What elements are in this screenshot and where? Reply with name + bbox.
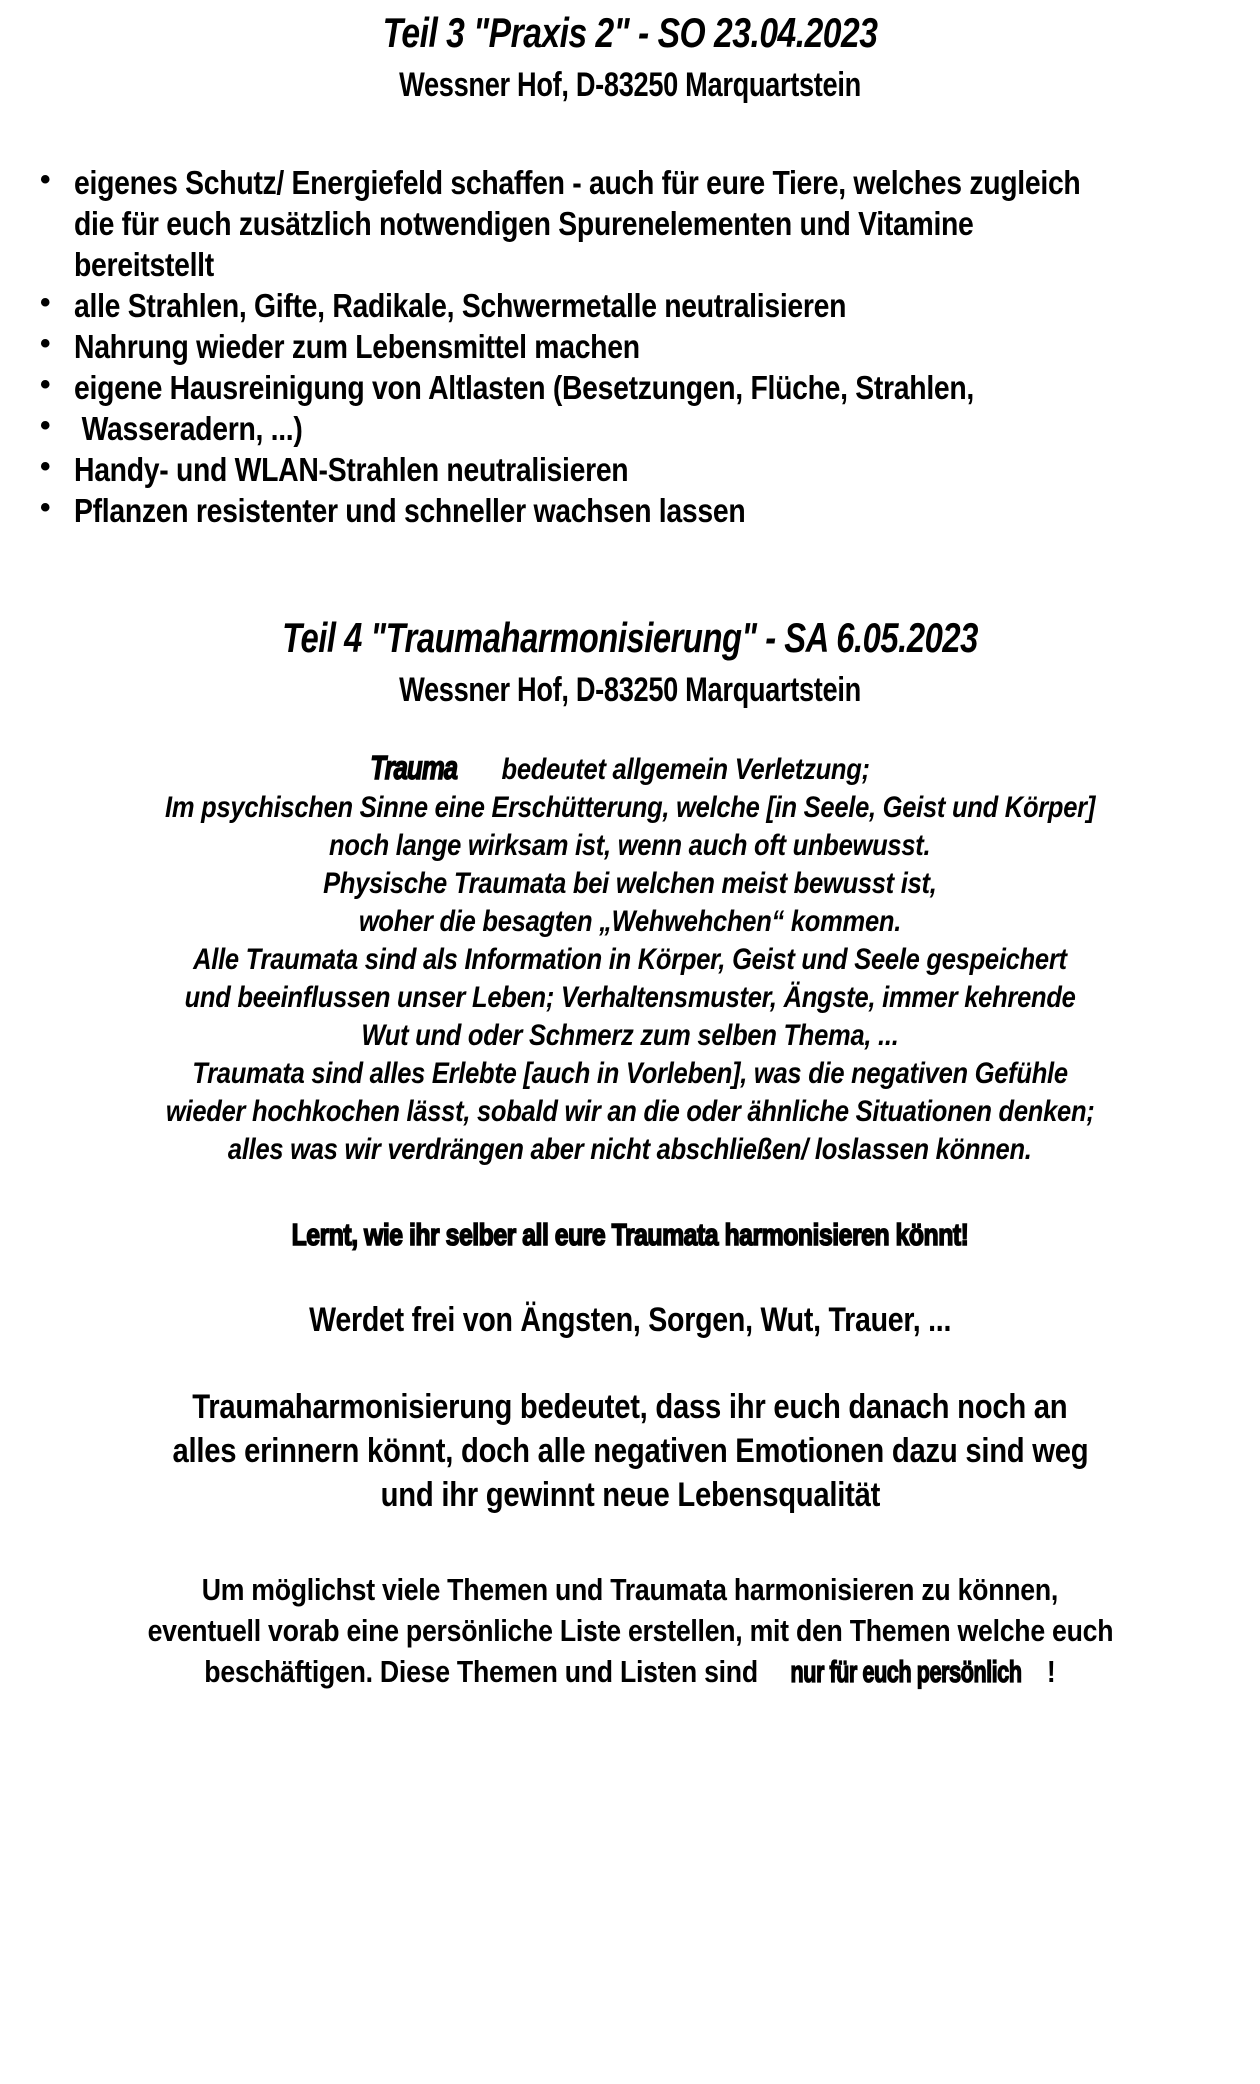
- definition-line: [0, 827, 1260, 865]
- closing-line: [0, 1610, 1260, 1651]
- benefit-line: [0, 1473, 1260, 1517]
- benefit-line: [0, 1385, 1260, 1429]
- definition-line: [0, 1017, 1260, 1055]
- section1-subtitle: Wessner Hof, D-83250 Marquartstein: [399, 66, 861, 104]
- call-to-action-text: Lernt, wie ihr selber all eure Traumata harmonisieren könnt!: [291, 1217, 969, 1252]
- definition-line-text: und beeinflussen unser Leben; Verhaltensmuster, Ängste, immer kehrende: [184, 981, 1076, 1014]
- definition-lead-line: [0, 749, 1260, 789]
- bullet-text: alle Strahlen, Gifte, Radikale, Schwermetalle neutralisieren: [74, 287, 847, 324]
- benefit-line: [0, 1429, 1260, 1473]
- section1-title: Teil 3 "Praxis 2" - SO 23.04.2023: [382, 9, 878, 56]
- definition-line-text: Alle Traumata sind als Information in Körper, Geist und Seele gespeichert: [193, 943, 1067, 976]
- section-teil-3: [0, 0, 1260, 531]
- benefit-paragraph: [0, 1385, 1260, 1517]
- trauma-keyword: Trauma: [369, 749, 457, 786]
- freedom-line: [0, 1299, 1260, 1341]
- definition-lead-rest: bedeutet allgemein Verletzung;: [501, 753, 870, 786]
- definition-line-text: alles was wir verdrängen aber nicht abschließen/ loslassen können.: [228, 1133, 1032, 1166]
- definition-line: [0, 789, 1260, 827]
- closing-text-before: beschäftigen. Diese Themen und Listen sind: [204, 1654, 766, 1689]
- benefit-line-text: alles erinnern könnt, doch alle negativen Emotionen dazu sind weg: [172, 1432, 1088, 1470]
- definition-line-text: Traumata sind alles Erlebte [auch in Vorleben], was die negativen Gefühle: [192, 1057, 1068, 1090]
- list-item: [0, 326, 1249, 367]
- closing-line-text: [204, 1651, 1055, 1692]
- closing-line-text: eventuell vorab eine persönliche Liste erstellen, mit den Themen welche euch: [147, 1613, 1113, 1648]
- definition-line: [0, 941, 1260, 979]
- definition-line-text: Wut und oder Schmerz zum selben Thema, ...: [361, 1019, 899, 1052]
- freedom-line-text: Werdet frei von Ängsten, Sorgen, Wut, Trauer, ...: [309, 1301, 951, 1339]
- benefit-line-text: und ihr gewinnt neue Lebensqualität: [380, 1476, 880, 1514]
- bullet-text: eigenes Schutz/ Energiefeld schaffen - auch für eure Tiere, welches zugleich die für euch zusätzlich notwendigen Spurenelementen und Vitamine bereitstellt: [74, 164, 1089, 283]
- section-teil-4: [0, 614, 1260, 1692]
- definition-line: [0, 865, 1260, 903]
- closing-line: [0, 1651, 1260, 1692]
- bullet-text: Handy- und WLAN-Strahlen neutralisieren: [74, 451, 629, 488]
- bullet-text: eigene Hausreinigung von Altlasten (Besetzungen, Flüche, Strahlen,: [74, 369, 975, 406]
- definition-line: [0, 1055, 1260, 1093]
- closing-paragraph: [0, 1569, 1260, 1692]
- list-item: [0, 449, 1249, 490]
- definition-line-text: Physische Traumata bei welchen meist bewusst ist,: [323, 867, 937, 900]
- closing-text-after: !: [1047, 1654, 1056, 1689]
- definition-line: [0, 1093, 1260, 1131]
- section2-subtitle: Wessner Hof, D-83250 Marquartstein: [399, 671, 861, 709]
- definition-line: [0, 1131, 1260, 1169]
- closing-line: [0, 1569, 1260, 1610]
- section1-bullet-list: [0, 162, 1260, 531]
- bullet-text: Pflanzen resistenter und schneller wachsen lassen: [74, 492, 746, 529]
- trauma-definition-block: [0, 749, 1260, 1169]
- closing-line-text: Um möglichst viele Themen und Traumata harmonisieren zu können,: [201, 1572, 1059, 1607]
- definition-line-text: noch lange wirksam ist, wenn auch oft unbewusst.: [329, 829, 931, 862]
- closing-emphasis: nur für euch persönlich: [790, 1654, 1022, 1689]
- definition-line: [0, 903, 1260, 941]
- list-item: [0, 490, 1249, 531]
- list-item: [0, 285, 1249, 326]
- bullet-text: Nahrung wieder zum Lebensmittel machen: [74, 328, 640, 365]
- list-item: [0, 367, 1249, 408]
- definition-line-text: Im psychischen Sinne eine Erschütterung, welche [in Seele, Geist und Körper]: [164, 791, 1096, 824]
- list-item: [0, 408, 1249, 449]
- section2-title: Teil 4 "Traumaharmonisierung" - SA 6.05.2023: [282, 614, 978, 661]
- definition-line-text: woher die besagten „Wehwehchen“ kommen.: [358, 905, 902, 938]
- call-to-action-line: [0, 1217, 1260, 1253]
- bullet-text: Wasseradern, ...): [74, 410, 303, 447]
- definition-line: [0, 979, 1260, 1017]
- list-item: [0, 162, 1249, 285]
- definition-line-text: wieder hochkochen lässt, sobald wir an die oder ähnliche Situationen denken;: [165, 1095, 1095, 1128]
- benefit-line-text: Traumaharmonisierung bedeutet, dass ihr euch danach noch an: [192, 1388, 1068, 1426]
